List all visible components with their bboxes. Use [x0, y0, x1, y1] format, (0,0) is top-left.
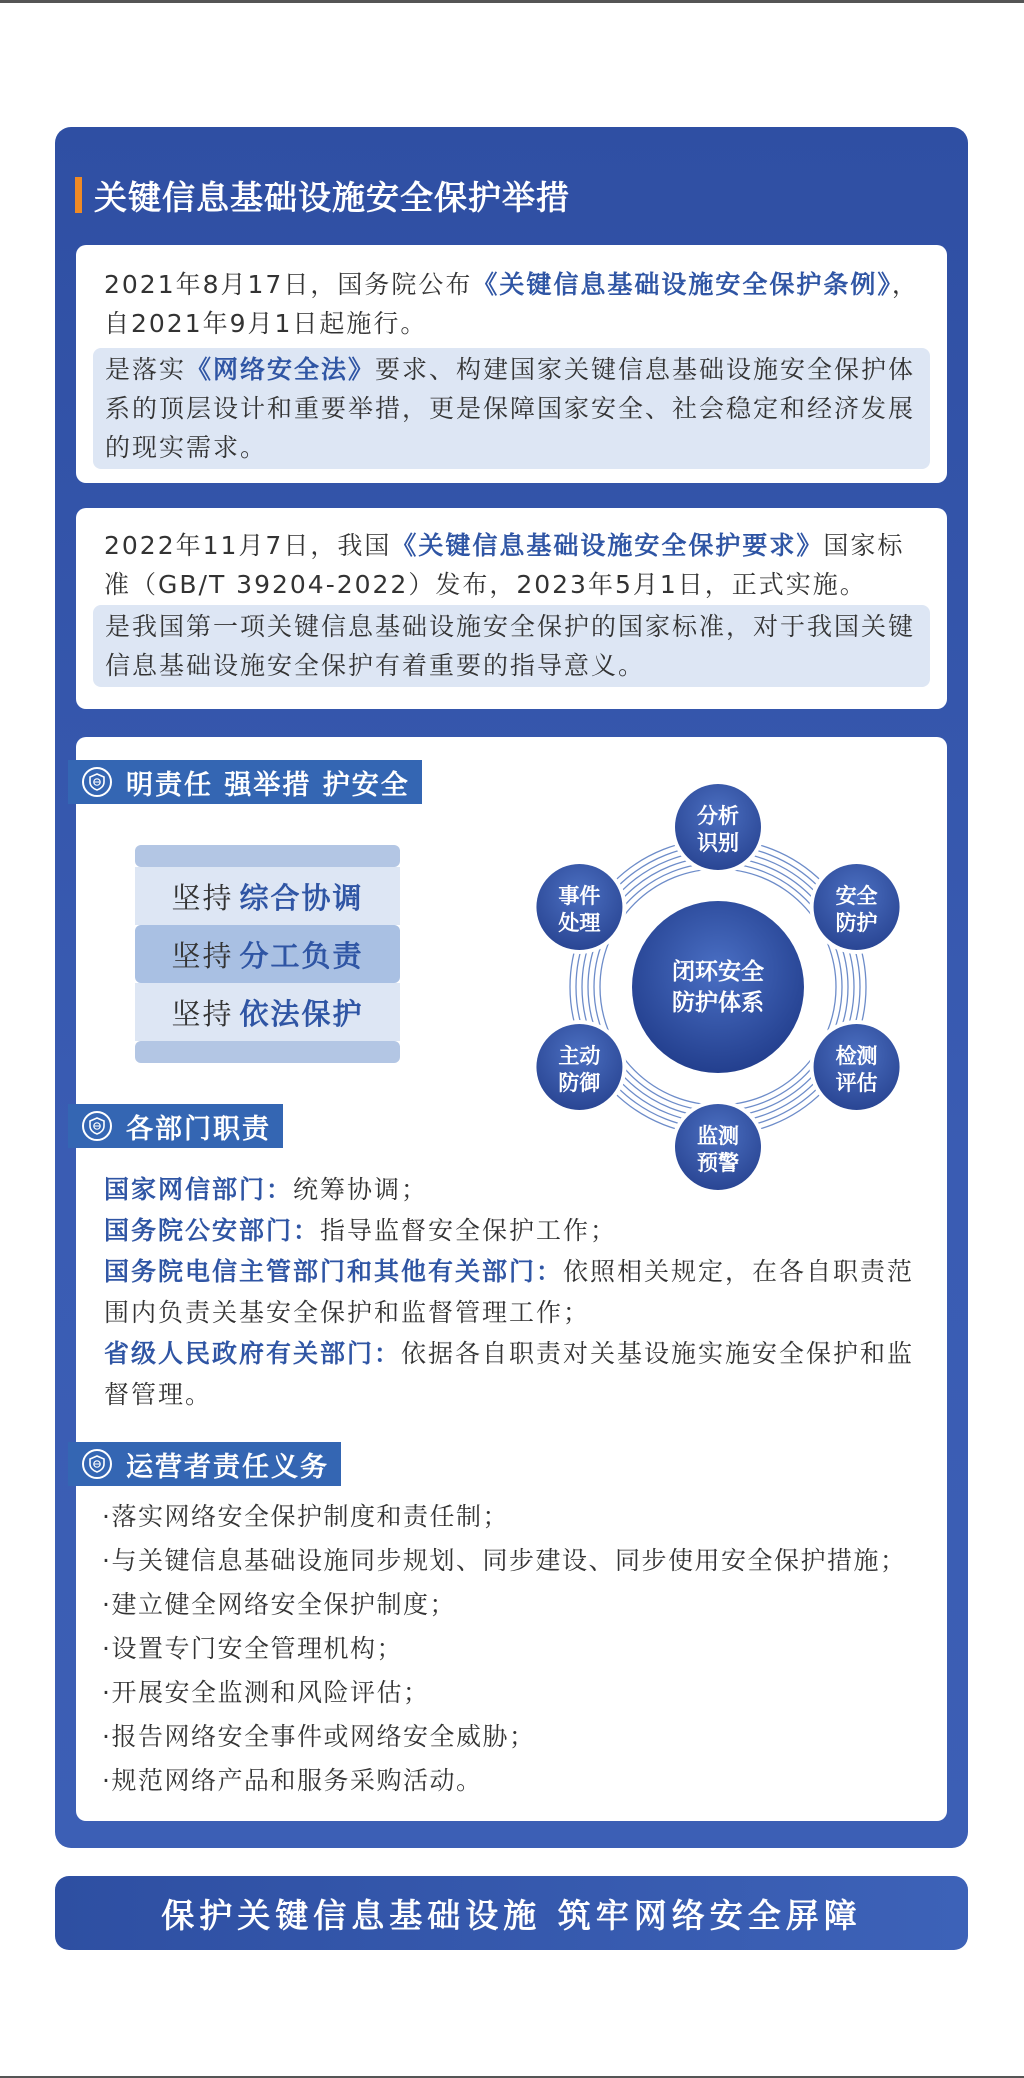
- diagram-node-label: 监测: [697, 1124, 739, 1148]
- shield-globe-icon: [82, 1449, 112, 1479]
- regulation-significance: [93, 348, 930, 469]
- principle-item: 坚持 依法保护: [135, 983, 400, 1041]
- section-header-departments: [68, 1104, 283, 1148]
- diagram-node-label: 分析: [697, 804, 739, 828]
- diagram-node-label: 处理: [558, 911, 601, 935]
- principle-item: 坚持 分工负责: [135, 925, 400, 983]
- section-title-operators: 运营者责任义务: [126, 1451, 329, 1483]
- center-label-2: 防护体系: [672, 990, 764, 1016]
- regulation-effective-text: ，自2021年9月1日起施行。: [104, 270, 919, 338]
- obligation-item: ·落实网络安全保护制度和责任制；: [102, 1502, 509, 1531]
- principle-item: 坚持 综合协调: [135, 867, 400, 925]
- principles-pillar: [135, 845, 400, 1063]
- regulation-title: 《关键信息基础设施安全保护条例》: [472, 270, 892, 299]
- page-title: [75, 175, 570, 215]
- cybersecurity-law-title: 《网络安全法》: [186, 355, 376, 384]
- diagram-center: [632, 901, 804, 1073]
- obligation-item: ·规范网络产品和服务采购活动。: [102, 1766, 483, 1795]
- operator-obligations: [102, 1495, 927, 1803]
- standard-significance: 是我国第一项关键信息基础设施安全保护的国家标准，对于我国关键信息基础设施安全保护有着重要的指导意义。: [93, 605, 930, 687]
- duty-item: 国家网信部门：统筹协调；: [104, 1175, 429, 1204]
- standard-card: [76, 508, 947, 709]
- pillar-top-cap: [135, 845, 400, 867]
- diagram-node-label: 防御: [558, 1071, 601, 1095]
- footer-slogan: 保护关键信息基础设施 筑牢网络安全屏障: [55, 1876, 968, 1950]
- diagram-node: [532, 1020, 626, 1114]
- significance-prefix: 是落实: [105, 355, 187, 384]
- diagram-node-label: 安全: [835, 884, 878, 908]
- top-divider: [0, 0, 1024, 3]
- obligation-item: ·设置专门安全管理机构；: [102, 1634, 403, 1663]
- section-title-departments: 各部门职责: [126, 1113, 271, 1145]
- pillar-bottom-cap: [135, 1041, 400, 1063]
- center-label-1: 闭环安全: [672, 959, 764, 985]
- section-header-operators: [68, 1442, 341, 1486]
- diagram-node-label: 事件: [558, 884, 601, 908]
- obligation-item: ·报告网络安全事件或网络安全威胁；: [102, 1722, 536, 1751]
- department-duties: [104, 1169, 919, 1415]
- diagram-node: [810, 1020, 904, 1114]
- section-title-measures: 明责任 强举措 护安全: [126, 769, 410, 801]
- diagram-node: [671, 780, 765, 874]
- diagram-node-label: 检测: [835, 1044, 878, 1068]
- diagram-node-label: 防护: [835, 911, 878, 935]
- standard-intro: [104, 526, 919, 604]
- obligation-item: ·开展安全监测和风险评估；: [102, 1678, 430, 1707]
- diagram-node-label: 评估: [835, 1071, 878, 1095]
- standard-release-text: 国家标准（GB/T 39204-2022）发布，2023年5月1日，正式实施。: [104, 531, 905, 599]
- closed-loop-diagram: [508, 777, 928, 1197]
- obligation-item: ·建立健全网络安全保护制度；: [102, 1590, 456, 1619]
- shield-globe-icon: [82, 767, 112, 797]
- title-accent-bar: [75, 177, 82, 213]
- shield-globe-icon: [82, 1111, 112, 1141]
- standard-title: 《关键信息基础设施安全保护要求》: [391, 531, 824, 560]
- page-title-text: 关键信息基础设施安全保护举措: [94, 177, 570, 217]
- section-header-measures: [68, 760, 422, 804]
- duty-item: 国务院电信主管部门和其他有关部门：依照相关规定，在各自职责范围内负责关基安全保护和监督管理工作；: [104, 1257, 915, 1327]
- duty-item: 国务院公安部门：指导监督安全保护工作；: [104, 1216, 618, 1245]
- obligation-item: ·与关键信息基础设施同步规划、同步建设、同步使用安全保护措施；: [102, 1546, 907, 1575]
- diagram-node: [532, 860, 626, 954]
- regulation-date-text: 2021年8月17日，国务院公布: [104, 270, 473, 299]
- regulation-intro: [104, 265, 919, 343]
- diagram-node: [810, 860, 904, 954]
- responsibility-card: [76, 737, 947, 1821]
- diagram-node-label: 主动: [558, 1044, 601, 1068]
- diagram-node-label: 识别: [697, 831, 739, 855]
- duty-item: 省级人民政府有关部门：依据各自职责对关基设施实施安全保护和监督管理。: [104, 1339, 915, 1409]
- significance-text: 要求、构建国家关键信息基础设施安全保护体系的顶层设计和重要举措，更是保障国家安全、社会稳定和经济发展的现实需求。: [105, 355, 916, 462]
- standard-date-text: 2022年11月7日，我国: [104, 531, 392, 560]
- regulation-card: [76, 245, 947, 483]
- diagram-node-label: 预警: [697, 1151, 739, 1175]
